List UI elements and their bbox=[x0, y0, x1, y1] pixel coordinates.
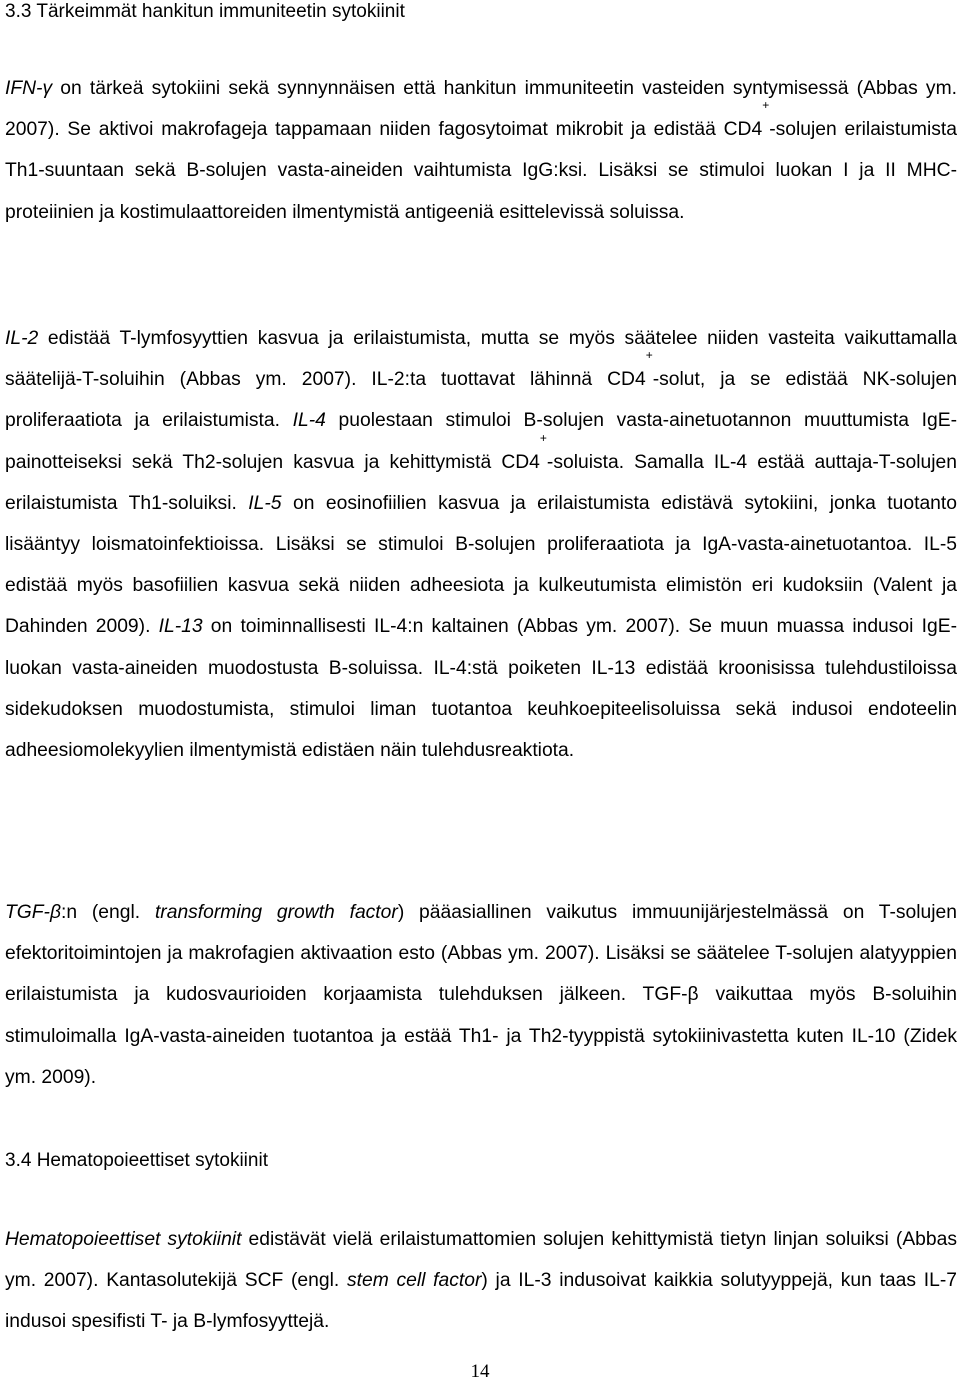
text-run: edistää T-lymfosyyttien kasvua ja erilaistumista, mutta se myös säätelee niiden vasteita vaikuttamalla säätelijä-T-soluihin (Abbas ym. 2007). IL-2:ta tuottavat lähinnä CD4 bbox=[5, 328, 957, 391]
text-run: :n (engl. bbox=[61, 902, 155, 923]
italic-term: IFN-γ bbox=[5, 78, 53, 99]
superscript-plus: + bbox=[539, 430, 547, 445]
page-number: 14 bbox=[470, 1361, 490, 1382]
paragraph-interleukins bbox=[5, 318, 957, 771]
text-run: -solut, ja se edistää NK-solujen proliferaatiota ja erilaistumista. bbox=[5, 369, 957, 432]
text-run: edistävät vielä erilaistumattomien solujen kehittymistä tietyn linjan soluiksi (Abbas ym. 2007). Kantasolutekijä SCF (engl. bbox=[5, 1229, 957, 1292]
superscript-plus: + bbox=[762, 98, 770, 113]
text-run: puolestaan stimuloi B-solujen vasta-ainetuotannon muuttumista IgE-painotteiseksi sekä Th2-solujen kasvua ja kehittymistä CD4 bbox=[5, 410, 957, 473]
italic-term: transforming growth factor bbox=[154, 902, 398, 923]
text-run: on eosinofiilien kasvua ja erilaistumista edistävä sytokiini, jonka tuotanto lisääntyy loismatoinfektioissa. Lisäksi se stimuloi B-solujen proliferaatiota ja IgA-vasta-ainetuotantoa. IL-5 edistää myös basofiilien kasvua sekä niiden adheesiota ja kulkeutumista elimistön eri kudoksiin (Valent ja Dahinden 2009). bbox=[5, 492, 957, 638]
italic-term: stem cell factor bbox=[346, 1270, 482, 1292]
italic-term: TGF-β bbox=[5, 902, 61, 923]
section-heading-3-3: 3.3 Tärkeimmät hankitun immuniteetin sytokiinit bbox=[5, 1, 405, 22]
italic-term: Hematopoieettiset sytokiinit bbox=[5, 1229, 242, 1250]
italic-term: IL-5 bbox=[248, 492, 282, 514]
text-run: on toiminnallisesti IL-4:n kaltainen (Abbas ym. 2007). Se muun muassa indusoi IgE-luokan vasta-aineiden muodostusta B-soluissa. IL-4:stä poiketen IL-13 edistää kroonisissa tulehdustiloissa sidekudoksen muodostumista, stimuloi liman tuotantoa keuhkoepiteelisoluissa sekä indusoi endoteelin adheesiomolekyylien ilmentymistä edistäen näin tulehdusreaktiota. bbox=[5, 616, 957, 762]
paragraph-ifn-gamma bbox=[5, 68, 957, 233]
text-run: ) ja IL-3 indusoivat kaikkia solutyyppejä, kun taas IL-7 indusoi spesifisti T- ja B-lymfosyyttejä. bbox=[5, 1270, 957, 1333]
text-run: on tärkeä sytokiini sekä synnynnäisen että hankitun immuniteetin vasteiden syntymisessä (Abbas ym. 2007). Se aktivoi makrofageja tappamaan niiden fagosytoimat mikrobit ja edistää CD4 bbox=[5, 78, 957, 141]
section-heading-3-4: 3.4 Hematopoieettiset sytokiinit bbox=[5, 1150, 268, 1171]
italic-term: IL-2 bbox=[5, 328, 39, 349]
text-run: ) pääasiallinen vaikutus immuunijärjestelmässä on T-solujen efektoritoimintojen ja makrofagien aktivaation esto (Abbas ym. 2007). Lisäksi se säätelee T-solujen alatyyppien erilaistumista ja kudosvaurioiden korjaamista tulehduksen jälkeen. TGF-β vaikuttaa myös B-soluihin stimuloimalla IgA-vasta-aineiden tuotantoa ja estää Th1- ja Th2-tyyppistä sytokiinivastetta kuten IL-10 (Zidek ym. 2009). bbox=[5, 902, 957, 1088]
paragraph-tgf-beta bbox=[5, 892, 957, 1098]
text-run: -soluista. Samalla IL-4 estää auttaja-T-solujen erilaistumista Th1-soluiksi. bbox=[5, 451, 957, 514]
italic-term: IL-13 bbox=[158, 616, 203, 638]
text-run: -solujen erilaistumista Th1-suuntaan sekä B-solujen vasta-aineiden vaihtumista IgG:ksi. Lisäksi se stimuloi luokan I ja II MHC-proteiinien ja kostimulaattoreiden ilmentymistä antigeeniä esittelevissä soluissa. bbox=[5, 119, 957, 223]
superscript-plus: + bbox=[645, 348, 653, 363]
italic-term: IL-4 bbox=[292, 410, 326, 432]
paragraph-hematopoietic bbox=[5, 1219, 957, 1343]
